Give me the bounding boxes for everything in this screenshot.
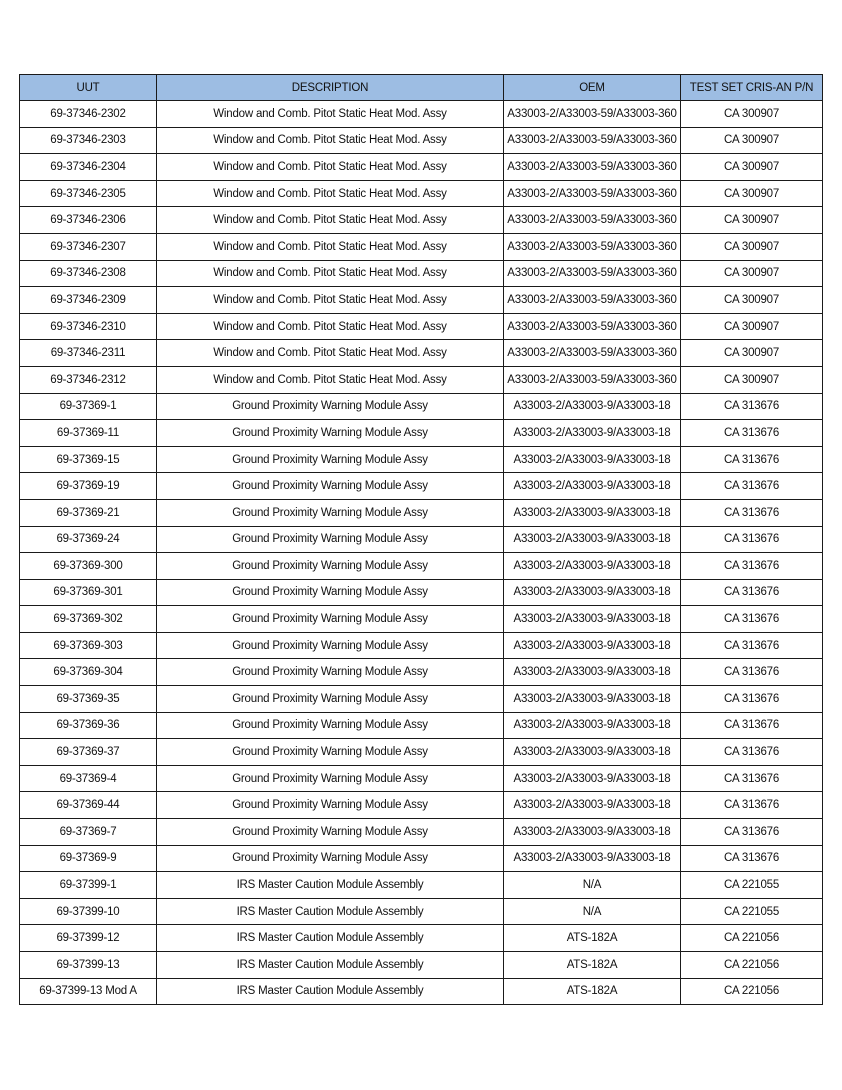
cell-oem: A33003-2/A33003-59/A33003-360 <box>504 340 681 367</box>
cell-uut: 69-37369-300 <box>20 553 157 580</box>
cell-description: Ground Proximity Warning Module Assy <box>157 792 504 819</box>
table-row <box>20 154 823 181</box>
cell-uut: 69-37399-1 <box>20 872 157 899</box>
cell-description: Window and Comb. Pitot Static Heat Mod. Assy <box>157 287 504 314</box>
cell-uut: 69-37369-44 <box>20 792 157 819</box>
table-row <box>20 313 823 340</box>
cell-oem: A33003-2/A33003-9/A33003-18 <box>504 499 681 526</box>
table-row <box>20 925 823 952</box>
cell-oem: A33003-2/A33003-9/A33003-18 <box>504 553 681 580</box>
cell-test-set: CA 300907 <box>681 233 823 260</box>
cell-oem: A33003-2/A33003-9/A33003-18 <box>504 473 681 500</box>
table-row <box>20 579 823 606</box>
cell-test-set: CA 313676 <box>681 739 823 766</box>
cell-oem: A33003-2/A33003-59/A33003-360 <box>504 313 681 340</box>
table-row <box>20 765 823 792</box>
cell-test-set: CA 313676 <box>681 393 823 420</box>
cell-oem: ATS-182A <box>504 978 681 1005</box>
cell-description: IRS Master Caution Module Assembly <box>157 952 504 979</box>
table-row <box>20 978 823 1005</box>
cell-oem: A33003-2/A33003-59/A33003-360 <box>504 180 681 207</box>
cell-oem: A33003-2/A33003-9/A33003-18 <box>504 446 681 473</box>
cell-uut: 69-37369-19 <box>20 473 157 500</box>
cell-description: Ground Proximity Warning Module Assy <box>157 819 504 846</box>
cell-oem: A33003-2/A33003-9/A33003-18 <box>504 819 681 846</box>
cell-oem: N/A <box>504 872 681 899</box>
cell-description: Window and Comb. Pitot Static Heat Mod. Assy <box>157 313 504 340</box>
cell-test-set: CA 313676 <box>681 632 823 659</box>
cell-test-set: CA 313676 <box>681 420 823 447</box>
cell-oem: A33003-2/A33003-9/A33003-18 <box>504 765 681 792</box>
cell-test-set: CA 313676 <box>681 579 823 606</box>
table-row <box>20 792 823 819</box>
cell-uut: 69-37346-2302 <box>20 101 157 128</box>
cell-uut: 69-37346-2312 <box>20 366 157 393</box>
cell-description: Ground Proximity Warning Module Assy <box>157 526 504 553</box>
cell-oem: A33003-2/A33003-59/A33003-360 <box>504 233 681 260</box>
cell-test-set: CA 313676 <box>681 606 823 633</box>
table-row <box>20 686 823 713</box>
cell-oem: ATS-182A <box>504 925 681 952</box>
cell-oem: A33003-2/A33003-9/A33003-18 <box>504 739 681 766</box>
cell-test-set: CA 300907 <box>681 260 823 287</box>
cell-test-set: CA 313676 <box>681 712 823 739</box>
cell-oem: A33003-2/A33003-9/A33003-18 <box>504 393 681 420</box>
cell-description: IRS Master Caution Module Assembly <box>157 872 504 899</box>
cell-uut: 69-37346-2308 <box>20 260 157 287</box>
cell-oem: A33003-2/A33003-9/A33003-18 <box>504 845 681 872</box>
cell-uut: 69-37369-4 <box>20 765 157 792</box>
cell-description: Ground Proximity Warning Module Assy <box>157 499 504 526</box>
cell-description: Ground Proximity Warning Module Assy <box>157 579 504 606</box>
table-row <box>20 366 823 393</box>
table-row <box>20 499 823 526</box>
cell-uut: 69-37399-13 <box>20 952 157 979</box>
cell-uut: 69-37346-2304 <box>20 154 157 181</box>
cell-oem: A33003-2/A33003-9/A33003-18 <box>504 712 681 739</box>
cell-uut: 69-37369-302 <box>20 606 157 633</box>
cell-description: Window and Comb. Pitot Static Heat Mod. Assy <box>157 180 504 207</box>
cell-oem: A33003-2/A33003-9/A33003-18 <box>504 792 681 819</box>
cell-uut: 69-37346-2303 <box>20 127 157 154</box>
table-row <box>20 180 823 207</box>
cell-uut: 69-37369-9 <box>20 845 157 872</box>
header-uut: UUT <box>20 75 157 101</box>
cell-oem: ATS-182A <box>504 952 681 979</box>
cell-uut: 69-37346-2311 <box>20 340 157 367</box>
cell-test-set: CA 300907 <box>681 366 823 393</box>
header-description: DESCRIPTION <box>157 75 504 101</box>
cell-uut: 69-37399-12 <box>20 925 157 952</box>
cell-description: Window and Comb. Pitot Static Heat Mod. Assy <box>157 207 504 234</box>
cell-oem: A33003-2/A33003-9/A33003-18 <box>504 686 681 713</box>
cell-description: Window and Comb. Pitot Static Heat Mod. Assy <box>157 340 504 367</box>
cell-test-set: CA 313676 <box>681 659 823 686</box>
cell-uut: 69-37369-7 <box>20 819 157 846</box>
cell-test-set: CA 313676 <box>681 819 823 846</box>
cell-oem: A33003-2/A33003-59/A33003-360 <box>504 154 681 181</box>
cell-test-set: CA 313676 <box>681 845 823 872</box>
cell-oem: A33003-2/A33003-9/A33003-18 <box>504 659 681 686</box>
cell-description: Ground Proximity Warning Module Assy <box>157 712 504 739</box>
cell-description: IRS Master Caution Module Assembly <box>157 898 504 925</box>
table-row <box>20 473 823 500</box>
cell-description: Ground Proximity Warning Module Assy <box>157 473 504 500</box>
table-row <box>20 287 823 314</box>
cell-description: Ground Proximity Warning Module Assy <box>157 632 504 659</box>
table-row <box>20 952 823 979</box>
table-row <box>20 739 823 766</box>
table-row <box>20 446 823 473</box>
cell-uut: 69-37369-21 <box>20 499 157 526</box>
cell-oem: A33003-2/A33003-59/A33003-360 <box>504 287 681 314</box>
cell-test-set: CA 300907 <box>681 127 823 154</box>
table-row <box>20 632 823 659</box>
cell-uut: 69-37369-304 <box>20 659 157 686</box>
cell-uut: 69-37399-13 Mod A <box>20 978 157 1005</box>
cell-description: IRS Master Caution Module Assembly <box>157 925 504 952</box>
table-row <box>20 526 823 553</box>
cell-test-set: CA 300907 <box>681 287 823 314</box>
table-row <box>20 712 823 739</box>
header-row <box>20 75 823 101</box>
cell-description: Ground Proximity Warning Module Assy <box>157 765 504 792</box>
cell-test-set: CA 221056 <box>681 925 823 952</box>
cell-description: Window and Comb. Pitot Static Heat Mod. Assy <box>157 127 504 154</box>
cell-description: Ground Proximity Warning Module Assy <box>157 659 504 686</box>
cell-test-set: CA 300907 <box>681 313 823 340</box>
cell-test-set: CA 313676 <box>681 526 823 553</box>
cell-description: Ground Proximity Warning Module Assy <box>157 739 504 766</box>
cell-description: Window and Comb. Pitot Static Heat Mod. Assy <box>157 366 504 393</box>
cell-oem: A33003-2/A33003-59/A33003-360 <box>504 127 681 154</box>
cell-test-set: CA 221055 <box>681 872 823 899</box>
cell-test-set: CA 313676 <box>681 765 823 792</box>
cell-uut: 69-37346-2307 <box>20 233 157 260</box>
table-row <box>20 845 823 872</box>
cell-oem: N/A <box>504 898 681 925</box>
cell-uut: 69-37369-1 <box>20 393 157 420</box>
cell-description: Window and Comb. Pitot Static Heat Mod. Assy <box>157 101 504 128</box>
cell-oem: A33003-2/A33003-59/A33003-360 <box>504 366 681 393</box>
cell-uut: 69-37369-37 <box>20 739 157 766</box>
cell-description: Window and Comb. Pitot Static Heat Mod. Assy <box>157 154 504 181</box>
cell-description: Ground Proximity Warning Module Assy <box>157 606 504 633</box>
cell-uut: 69-37369-303 <box>20 632 157 659</box>
cell-uut: 69-37346-2306 <box>20 207 157 234</box>
table-row <box>20 127 823 154</box>
table-row <box>20 233 823 260</box>
table-header <box>20 75 823 101</box>
cell-uut: 69-37369-15 <box>20 446 157 473</box>
table-body <box>20 101 823 1005</box>
cell-uut: 69-37346-2305 <box>20 180 157 207</box>
table-row <box>20 872 823 899</box>
cell-test-set: CA 313676 <box>681 553 823 580</box>
table-row <box>20 207 823 234</box>
table-row <box>20 606 823 633</box>
cell-uut: 69-37369-36 <box>20 712 157 739</box>
header-oem: OEM <box>504 75 681 101</box>
cell-test-set: CA 221056 <box>681 978 823 1005</box>
cell-uut: 69-37399-10 <box>20 898 157 925</box>
cell-test-set: CA 313676 <box>681 446 823 473</box>
cell-test-set: CA 300907 <box>681 180 823 207</box>
cell-uut: 69-37369-11 <box>20 420 157 447</box>
cell-test-set: CA 221055 <box>681 898 823 925</box>
cell-test-set: CA 300907 <box>681 154 823 181</box>
table-row <box>20 553 823 580</box>
parts-table <box>19 74 823 1005</box>
cell-description: Ground Proximity Warning Module Assy <box>157 845 504 872</box>
table-row <box>20 340 823 367</box>
table-row <box>20 260 823 287</box>
cell-description: Ground Proximity Warning Module Assy <box>157 393 504 420</box>
cell-test-set: CA 300907 <box>681 340 823 367</box>
cell-test-set: CA 313676 <box>681 686 823 713</box>
cell-test-set: CA 313676 <box>681 473 823 500</box>
cell-oem: A33003-2/A33003-9/A33003-18 <box>504 526 681 553</box>
cell-uut: 69-37346-2309 <box>20 287 157 314</box>
cell-description: Window and Comb. Pitot Static Heat Mod. Assy <box>157 260 504 287</box>
cell-oem: A33003-2/A33003-9/A33003-18 <box>504 420 681 447</box>
table-row <box>20 420 823 447</box>
cell-oem: A33003-2/A33003-59/A33003-360 <box>504 260 681 287</box>
table-row <box>20 101 823 128</box>
cell-description: Window and Comb. Pitot Static Heat Mod. Assy <box>157 233 504 260</box>
cell-oem: A33003-2/A33003-59/A33003-360 <box>504 101 681 128</box>
cell-description: Ground Proximity Warning Module Assy <box>157 420 504 447</box>
header-test-set: TEST SET CRIS-AN P/N <box>681 75 823 101</box>
cell-description: Ground Proximity Warning Module Assy <box>157 553 504 580</box>
cell-uut: 69-37346-2310 <box>20 313 157 340</box>
cell-test-set: CA 313676 <box>681 499 823 526</box>
table-row <box>20 659 823 686</box>
parts-table-container <box>19 74 822 1005</box>
cell-oem: A33003-2/A33003-59/A33003-360 <box>504 207 681 234</box>
cell-uut: 69-37369-24 <box>20 526 157 553</box>
cell-test-set: CA 221056 <box>681 952 823 979</box>
cell-description: Ground Proximity Warning Module Assy <box>157 446 504 473</box>
cell-test-set: CA 313676 <box>681 792 823 819</box>
cell-description: Ground Proximity Warning Module Assy <box>157 686 504 713</box>
cell-description: IRS Master Caution Module Assembly <box>157 978 504 1005</box>
table-row <box>20 898 823 925</box>
table-row <box>20 819 823 846</box>
cell-oem: A33003-2/A33003-9/A33003-18 <box>504 579 681 606</box>
cell-test-set: CA 300907 <box>681 207 823 234</box>
table-row <box>20 393 823 420</box>
cell-oem: A33003-2/A33003-9/A33003-18 <box>504 632 681 659</box>
cell-oem: A33003-2/A33003-9/A33003-18 <box>504 606 681 633</box>
cell-uut: 69-37369-301 <box>20 579 157 606</box>
cell-uut: 69-37369-35 <box>20 686 157 713</box>
cell-test-set: CA 300907 <box>681 101 823 128</box>
